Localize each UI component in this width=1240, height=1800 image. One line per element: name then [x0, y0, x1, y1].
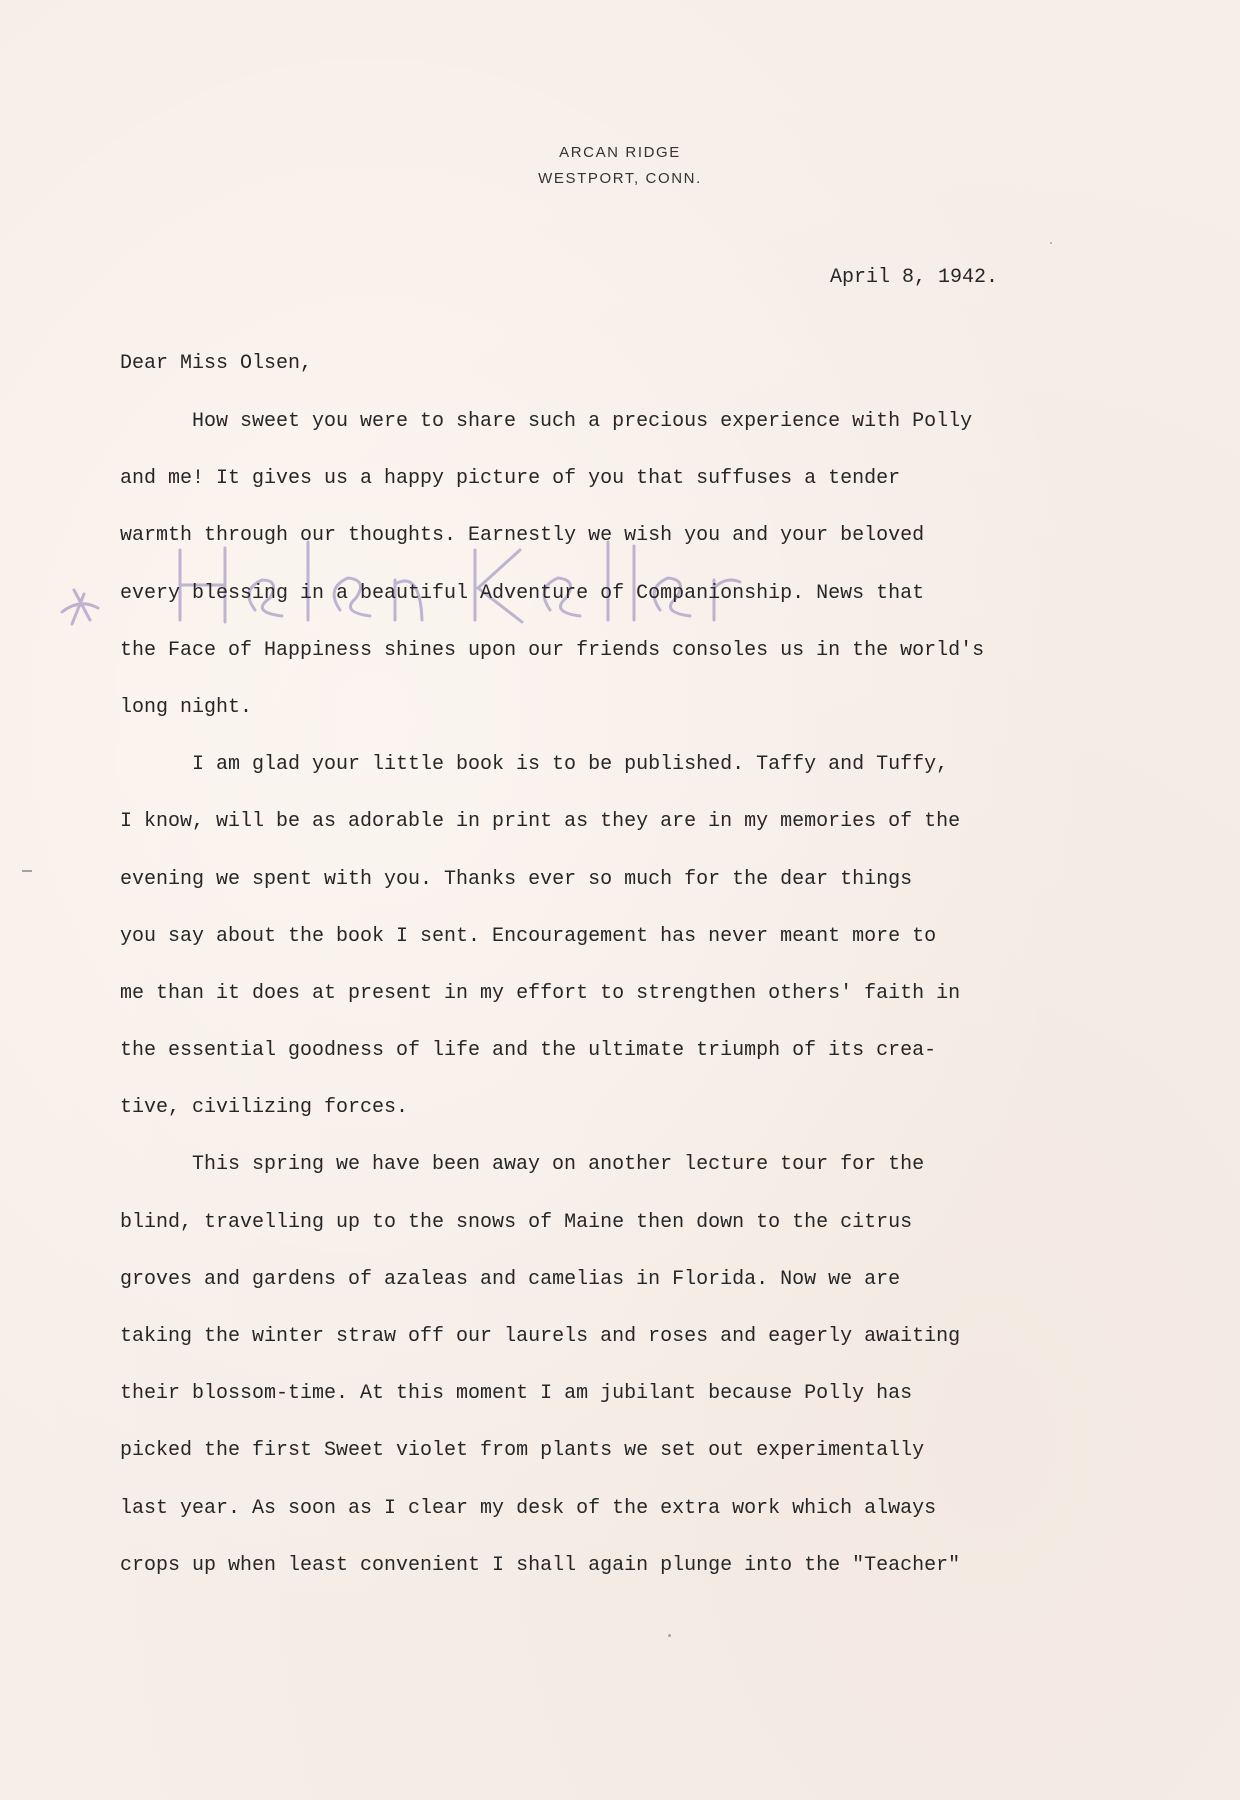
body-line: I am glad your little book is to be published. Taffy and Tuffy,	[192, 753, 949, 777]
body-line: long night.	[120, 695, 253, 719]
paper-speck	[668, 1634, 671, 1637]
body-line: tive, civilizing forces.	[120, 1096, 409, 1120]
body-line: the Face of Happiness shines upon our friends consoles us in the world's	[120, 638, 985, 662]
paper-speck	[1050, 242, 1052, 244]
letter-date: April 8, 1942.	[830, 266, 999, 289]
letterhead-line2: WESTPORT, CONN.	[538, 170, 702, 187]
body-line: How sweet you were to share such a precious experience with Polly	[192, 410, 973, 433]
body-line: every blessing in a beautiful Adventure of Companionship. News that	[120, 581, 925, 605]
body-line: This spring we have been away on another lecture tour for the	[192, 1153, 925, 1177]
body-line: I know, will be as adorable in print as they are in my memories of the	[120, 810, 961, 834]
body-line: evening we spent with you. Thanks ever so much for the dear things	[120, 867, 913, 891]
body-line: crops up when least convenient I shall again plunge into the "Teacher"	[120, 1553, 961, 1577]
paper-mark	[22, 870, 32, 872]
body-line: you say about the book I sent. Encouragement has never meant more to	[120, 924, 937, 948]
letter-body	[120, 408, 1160, 1609]
body-line: last year. As soon as I clear my desk of the extra work which always	[120, 1496, 937, 1520]
letterhead-line1: ARCAN RIDGE	[559, 144, 681, 161]
body-line: picked the first Sweet violet from plants we set out experimentally	[120, 1439, 925, 1463]
body-line: the essential goodness of life and the ultimate triumph of its crea-	[120, 1039, 937, 1063]
body-line: blind, travelling up to the snows of Maine then down to the citrus	[120, 1210, 913, 1234]
salutation: Dear Miss Olsen,	[120, 352, 313, 375]
body-line: me than it does at present in my effort to strengthen others' faith in	[120, 981, 961, 1005]
body-line: groves and gardens of azaleas and camelias in Florida. Now we are	[120, 1267, 901, 1291]
body-line: warmth through our thoughts. Earnestly we wish you and your beloved	[120, 524, 925, 548]
body-line: their blossom-time. At this moment I am jubilant because Polly has	[120, 1382, 913, 1406]
body-line: and me! It gives us a happy picture of you that suffuses a tender	[120, 467, 901, 491]
body-line: taking the winter straw off our laurels and roses and eagerly awaiting	[120, 1325, 961, 1348]
